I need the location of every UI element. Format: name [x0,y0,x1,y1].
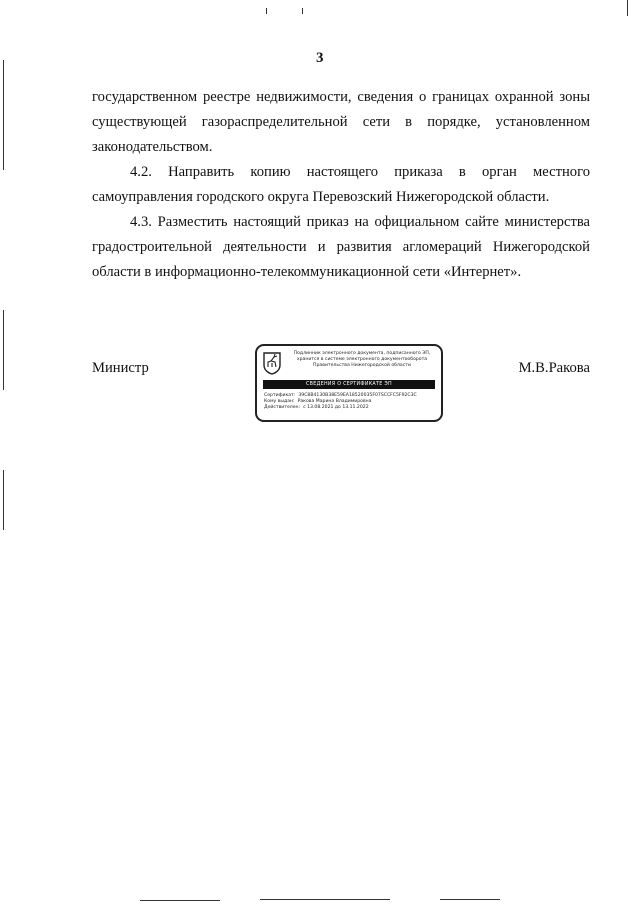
issued-to-label: Кому выдан: [264,399,295,404]
stamp-details [264,393,440,411]
scan-artifact-bottom-line [440,899,500,900]
document-body [92,85,590,285]
scan-artifact-right-edge [627,0,628,16]
scan-artifact-left-edge [3,470,4,530]
certificate-value: 39C8B4130B38E59EA18520035F07SCCFC5F92C3C [298,393,417,398]
stamp-header-line: хранится в системе электронного документооборота [296,357,428,362]
validity-value: с 13.08.2021 до 13.11.2022 [303,405,369,410]
scan-artifact-left-edge [3,310,4,390]
nizhny-novgorod-deer-emblem-icon [262,351,282,375]
stamp-header-line: Подлинник электронного документа, подписанного ЭП, [293,351,431,356]
scan-artifact-left-edge [3,60,4,170]
validity-label: Действителен: [264,405,301,410]
scan-artifact-bottom-line [140,900,220,901]
stamp-header-line: Правительства Нижегородской области [313,363,411,368]
signatory-name: М.В.Ракова [518,360,590,376]
paragraph-4-3: 4.3. Разместить настоящий приказ на официальном сайте министерства градостроительной деятельности и развития агломераций Нижегородской области в информационно-телекоммуникационной сети «Интернет». [92,214,590,280]
electronic-signature-stamp [255,344,443,422]
stamp-header [285,351,439,369]
signature-block [92,344,590,428]
scan-artifact-bottom-line [260,899,390,900]
certificate-label: Сертификат: [264,393,296,398]
issued-to-value: Ракова Марина Владимировна [297,399,372,404]
paragraph-4-2: 4.2. Направить копию настоящего приказа в орган местного самоуправления городского округа Перевозский Нижегородской области. [92,164,590,205]
paragraph-continuation: государственном реестре недвижимости, сведения о границах охранной зоны существующей газораспределительной сети в порядке, установленном законодательством. [92,89,590,155]
signatory-title: Министр [92,360,149,376]
stamp-certificate-bar: СВЕДЕНИЯ О СЕРТИФИКАТЕ ЭП [263,380,435,389]
page-number: 3 [316,50,324,66]
validity-row [264,405,440,411]
scan-artifact-top-mark [266,8,267,14]
scan-artifact-top-mark [302,8,303,14]
